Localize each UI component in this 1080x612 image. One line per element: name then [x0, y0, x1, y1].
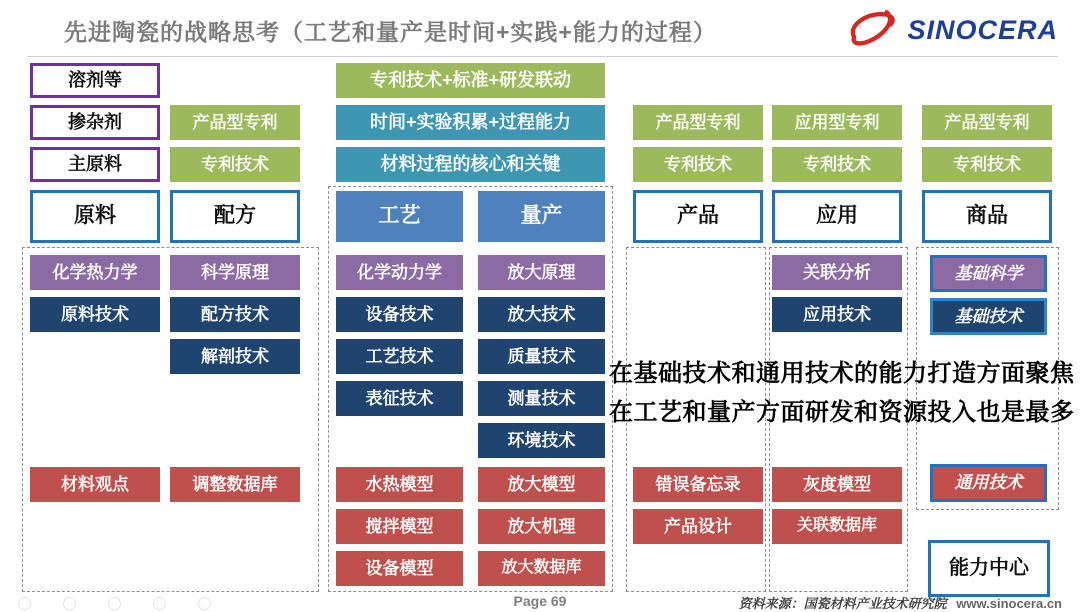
- cell-material-view: 材料观点: [30, 467, 160, 502]
- input-box-dopant: 掺杂剂: [30, 105, 160, 140]
- callout-line1: 在基础技术和通用技术的能力打造方面聚焦: [609, 360, 1075, 387]
- source-note: [739, 593, 1062, 612]
- ghost-control-icon: [63, 597, 76, 610]
- patent-tech-commodity: 专利技术: [922, 147, 1052, 182]
- stage-mass-production: 量产: [478, 191, 605, 242]
- cell-formula-tech: 配方技术: [170, 297, 300, 332]
- logo-wordmark: SINOCERA: [907, 15, 1058, 45]
- callout-line2: 在工艺和量产方面研发和资源投入也是最多: [609, 399, 1075, 426]
- cell-basic-science: 基础科学: [930, 255, 1047, 292]
- patent-tech-product: 专利技术: [633, 147, 763, 182]
- cell-chem-thermodynamics: 化学热力学: [30, 255, 160, 290]
- header-divider: [28, 56, 1058, 57]
- patent-type-application: 应用型专利: [772, 105, 902, 140]
- cell-basic-tech: 基础技术: [930, 298, 1047, 335]
- cell-general-tech: 通用技术: [930, 464, 1047, 502]
- banner-material-core: 材料过程的核心和关键: [336, 147, 605, 182]
- cell-scaleup-mechanism: 放大机理: [478, 509, 605, 544]
- patent-type-formula: 产品型专利: [170, 105, 300, 140]
- source-text: 资料来源：国瓷材料产业技术研究院: [738, 596, 947, 611]
- cell-gray-model: 灰度模型: [772, 467, 902, 502]
- cell-stirring-model: 搅拌模型: [336, 509, 463, 544]
- cell-scaleup-principle: 放大原理: [478, 255, 605, 290]
- ghost-control-icon: [198, 597, 211, 610]
- cell-process-tech: 工艺技术: [336, 339, 463, 374]
- cell-adjust-database: 调整数据库: [170, 467, 300, 502]
- cell-quality-tech: 质量技术: [478, 339, 605, 374]
- patent-type-commodity: 产品型专利: [922, 105, 1052, 140]
- sinocera-swoosh-icon: [847, 8, 899, 53]
- stage-product: 产品: [633, 190, 763, 243]
- stage-application: 应用: [772, 190, 902, 243]
- stage-raw-material: 原料: [30, 190, 160, 243]
- ghost-control-icon: [153, 597, 166, 610]
- cell-anatomy-tech: 解剖技术: [170, 339, 300, 374]
- cell-scaleup-database: 放大数据库: [478, 551, 605, 586]
- banner-patent-standard: 专利技术+标准+研发联动: [336, 63, 605, 98]
- cell-characterization-tech: 表征技术: [336, 381, 463, 416]
- cell-scaleup-model: 放大模型: [478, 467, 605, 502]
- input-box-solvent: 溶剂等: [30, 63, 160, 98]
- cell-scaleup-tech: 放大技术: [478, 297, 605, 332]
- cell-measurement-tech: 测量技术: [478, 381, 605, 416]
- cell-error-memo: 错误备忘录: [633, 467, 763, 502]
- patent-tech-formula: 专利技术: [170, 147, 300, 182]
- ghost-control-icon: [108, 597, 121, 610]
- cell-chem-kinetics: 化学动力学: [336, 255, 463, 290]
- cell-hydrothermal-model: 水热模型: [336, 467, 463, 502]
- patent-tech-application: 专利技术: [772, 147, 902, 182]
- stage-formula: 配方: [170, 190, 300, 243]
- cell-application-tech: 应用技术: [772, 297, 902, 332]
- cell-environment-tech: 环境技术: [478, 423, 605, 458]
- capability-center-box: 能力中心: [928, 540, 1050, 597]
- cell-correlation-database: 关联数据库: [772, 509, 902, 544]
- ghost-control-icon: [18, 597, 31, 610]
- banner-time-experiment: 时间+实验积累+过程能力: [336, 105, 605, 140]
- stage-process: 工艺: [336, 191, 463, 242]
- cell-science-principle: 科学原理: [170, 255, 300, 290]
- cell-product-design: 产品设计: [633, 509, 763, 544]
- input-box-main-raw: 主原料: [30, 147, 160, 182]
- source-url: www.sinocera.cn: [956, 596, 1062, 611]
- company-logo: [847, 8, 1058, 53]
- stage-commodity: 商品: [922, 190, 1052, 243]
- cell-raw-tech: 原料技术: [30, 297, 160, 332]
- cell-correlation-analysis: 关联分析: [772, 255, 902, 290]
- cell-equipment-model: 设备模型: [336, 551, 463, 586]
- cell-equipment-tech: 设备技术: [336, 297, 463, 332]
- page-number: Page 69: [513, 593, 567, 609]
- page-title: 先进陶瓷的战略思考（工艺和量产是时间+实践+能力的过程）: [64, 19, 717, 45]
- patent-type-product: 产品型专利: [633, 105, 763, 140]
